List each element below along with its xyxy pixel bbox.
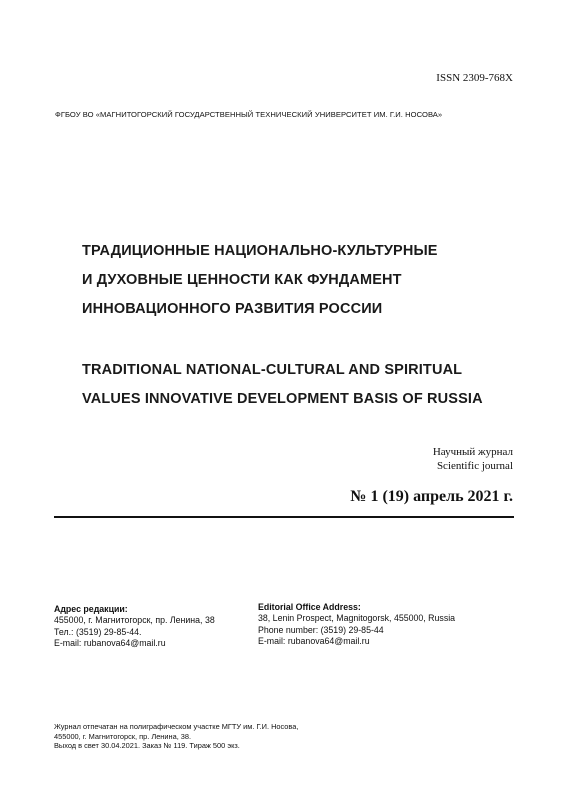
issn-number: ISSN 2309-768X xyxy=(436,72,513,84)
title-ru-line-1: ТРАДИЦИОННЫЕ НАЦИОНАЛЬНО-КУЛЬТУРНЫЕ xyxy=(82,243,438,259)
editorial-address-en xyxy=(258,602,455,648)
footer-line-1: Журнал отпечатан на полиграфическом участке МГТУ им. Г.И. Носова, xyxy=(54,722,299,731)
title-en-line-2: VALUES INNOVATIVE DEVELOPMENT BASIS OF RUSSIA xyxy=(82,391,483,407)
footer-line-3: Выход в свет 30.04.2021. Заказ № 119. Тираж 500 экз. xyxy=(54,741,240,751)
address-ru-street: 455000, г. Магнитогорск, пр. Ленина, 38 xyxy=(54,615,215,626)
address-en-street: 38, Lenin Prospect, Magnitogorsk, 455000, Russia xyxy=(258,613,456,624)
publisher-organization: ФГБОУ ВО «МАГНИТОГОРСКИЙ ГОСУДАРСТВЕННЫЙ ТЕХНИЧЕСКИЙ УНИВЕРСИТЕТ ИМ. Г.И. НОСОВА» xyxy=(55,110,443,119)
address-en-email: E-mail: rubanova64@mail.ru xyxy=(258,636,370,647)
title-en-line-1: TRADITIONAL NATIONAL-CULTURAL AND SPIRITUAL xyxy=(82,362,463,378)
editorial-address-ru xyxy=(54,604,215,650)
title-ru-line-3: ИННОВАЦИОННОГО РАЗВИТИЯ РОССИИ xyxy=(82,301,383,317)
title-ru-line-2: И ДУХОВНЫЕ ЦЕННОСТИ КАК ФУНДАМЕНТ xyxy=(82,272,402,288)
address-ru-heading: Адрес редакции: xyxy=(54,604,128,614)
print-info-footer xyxy=(54,722,298,751)
journal-type-ru: Научный журнал xyxy=(432,446,513,458)
address-en-heading: Editorial Office Address: xyxy=(258,602,361,612)
address-en-phone: Phone number: (3519) 29-85-44 xyxy=(258,624,384,635)
footer-line-2: 455000, г. Магнитогорск, пр. Ленина, 38. xyxy=(54,731,192,741)
journal-type-en: Scientific journal xyxy=(436,460,513,472)
address-ru-phone: Тел.: (3519) 29-85-44. xyxy=(54,626,142,637)
address-ru-email: E-mail: rubanova64@mail.ru xyxy=(54,638,166,649)
divider-rule xyxy=(54,516,514,518)
issue-number: № 1 (19) апрель 2021 г. xyxy=(350,488,513,505)
